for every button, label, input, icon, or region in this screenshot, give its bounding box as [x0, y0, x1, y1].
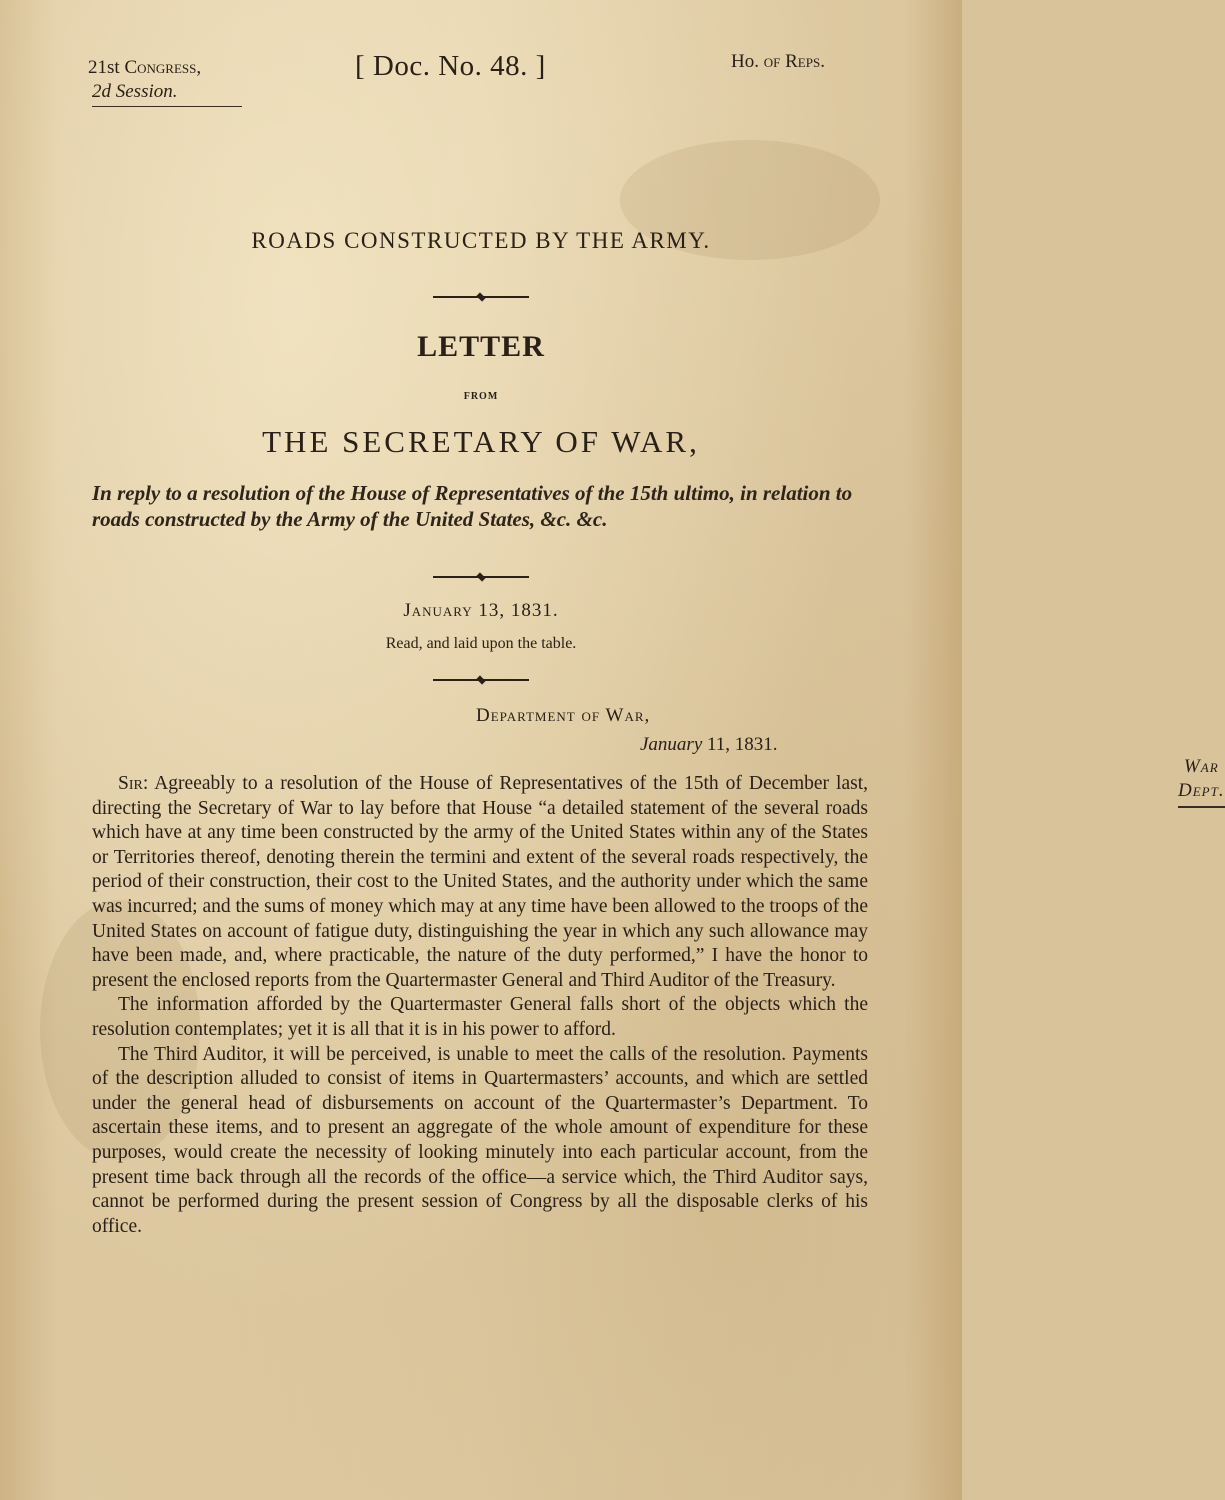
house-label-a: Ho.	[731, 51, 760, 72]
letter-date-month: January	[640, 734, 703, 755]
congress-number: 21st	[88, 57, 120, 78]
letter-date-rest: 11, 1831.	[702, 734, 778, 755]
from-heading: FROM	[463, 391, 499, 402]
house-label-b: of Reps.	[763, 51, 825, 72]
paragraph	[92, 772, 868, 993]
document-number: [ Doc. No. 48. ]	[355, 50, 546, 82]
subtitle: In reply to a resolution of the House of Representatives of the 15th ultimo, in relation to roads constructed by the Army of the United States, &c. &c.	[92, 481, 853, 531]
paragraph: The Third Auditor, it will be perceived, is unable to meet the calls of the resolution. Payments of the description alluded to consist of items in Quartermasters’ accounts, and which are settled under the general head of disbursements on account of the Quartermaster’s Department. To ascertain these items, and to present an aggregate of the whole amount of expenditure for these purposes, would create the necessity of looking minutely into each particular account, from the present time back through all the records of the office—a service which, the Third Auditor says, cannot be performed during the present session of Congress by all the disposable clerks of his office.	[92, 1043, 868, 1237]
paragraph: The information afforded by the Quartermaster General falls short of the objects which the resolution contemplates; yet it is all that it is in his power to afford.	[92, 994, 868, 1040]
document-title: ROADS CONSTRUCTED BY THE ARMY.	[251, 228, 711, 253]
ornamental-rule	[0, 674, 962, 686]
paragraph-text: : Agreeably to a resolution of the House of Representatives of the 15th of December last, directing the Secretary of War to lay before that House “a detailed statement of the several roads which have at any time been constructed by the army of the United States within any of the States or Territories thereof, denoting therein the termini and extent of the several roads respectively, the period of their construction, their cost to the United States, and the authority under which the same was incurred; and the sums of money which may at any time have been allowed to the troops of the United States on account of fatigue duty, distinguishing the year in which any such allowance may have been made, and, where practicable, the nature of the duty performed,” I have the honor to present the enclosed reports from the Quartermaster General and Third Auditor of the Treasury.	[92, 773, 868, 991]
department-label: War Dept.	[1178, 755, 1225, 808]
letter-date	[640, 734, 778, 756]
ornamental-rule	[0, 571, 962, 583]
department-heading: Department of War,	[476, 705, 651, 726]
ornamental-rule	[0, 291, 962, 303]
letter-heading: LETTER	[417, 330, 545, 363]
presented-date: January 13, 1831.	[403, 600, 559, 621]
secretary-heading: THE SECRETARY OF WAR,	[262, 424, 700, 459]
congress-session	[88, 56, 242, 107]
salutation: Sir	[118, 773, 143, 794]
letter-body	[92, 772, 868, 1239]
congress-label: Congress,	[124, 57, 202, 78]
session-label: 2d Session.	[92, 80, 242, 107]
read-note: Read, and laid upon the table.	[385, 635, 577, 652]
